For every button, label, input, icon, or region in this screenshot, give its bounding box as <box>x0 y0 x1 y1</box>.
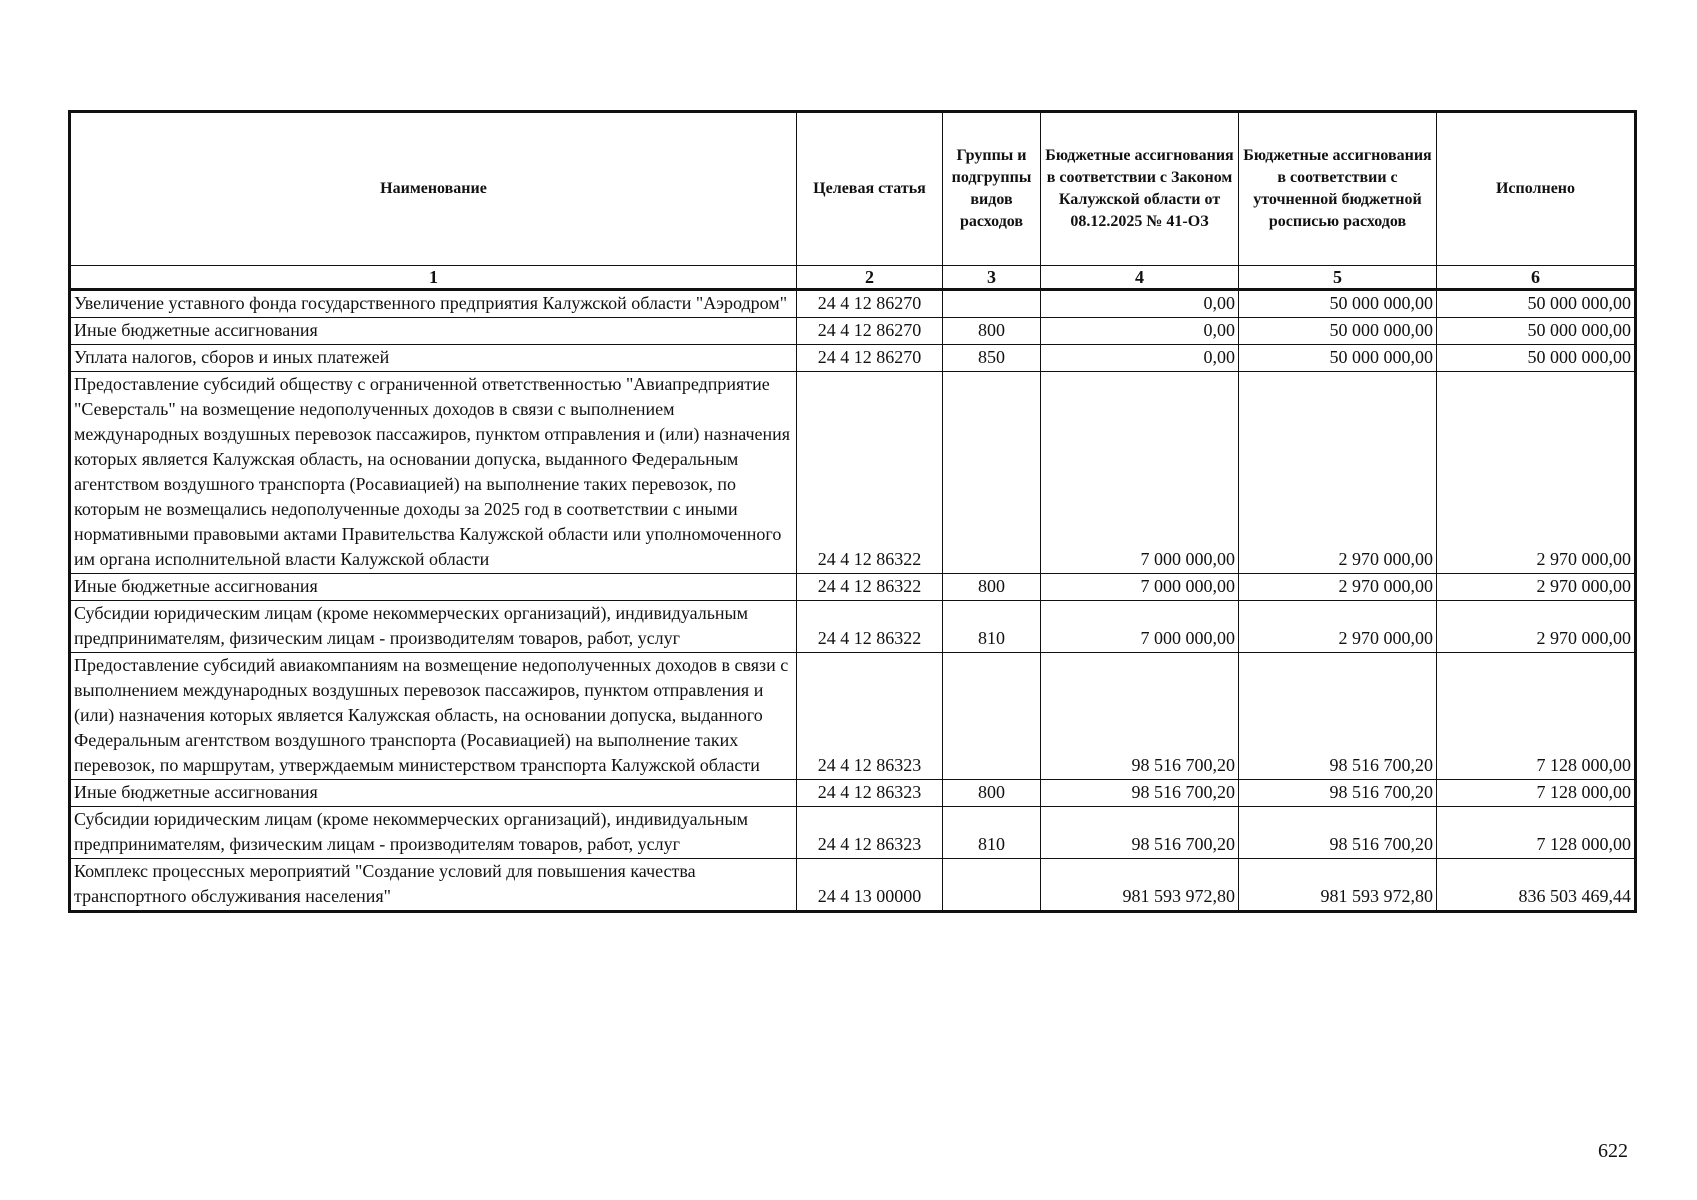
row-refined-amount-cell: 2 970 000,00 <box>1239 372 1437 574</box>
table-row <box>70 780 1636 807</box>
row-target-article-cell: 24 4 12 86322 <box>797 601 943 653</box>
row-target-article-cell: 24 4 12 86323 <box>797 807 943 859</box>
row-expense-group-cell <box>943 290 1041 318</box>
row-target-article-cell: 24 4 12 86323 <box>797 780 943 807</box>
row-expense-group-cell: 810 <box>943 807 1041 859</box>
column-number: 2 <box>797 266 943 290</box>
row-target-article-cell: 24 4 12 86322 <box>797 372 943 574</box>
row-refined-amount-cell: 50 000 000,00 <box>1239 318 1437 345</box>
row-target-article-cell: 24 4 12 86270 <box>797 318 943 345</box>
column-numbers-row <box>70 266 1636 290</box>
table-row <box>70 653 1636 780</box>
column-number: 3 <box>943 266 1041 290</box>
row-executed-amount-cell: 7 128 000,00 <box>1437 780 1636 807</box>
row-law-amount-cell: 98 516 700,20 <box>1041 780 1239 807</box>
header-executed: Исполнено <box>1437 112 1636 266</box>
header-target-article: Целевая статья <box>797 112 943 266</box>
row-law-amount-cell: 0,00 <box>1041 318 1239 345</box>
row-name-cell: Предоставление субсидий обществу с ограниченной ответственностью "Авиапредприятие "Северсталь" на возмещение недополученных доходов в связи с выполнением международных воздушных перевозок пассажиров, пунктом отправления и (или) назначения которых является Калужская область, на основании допуска, выданного Федеральным агентством воздушного транспорта (Росавиацией) на выполнение таких перевозок, по которым не возмещались недополученные доходы за 2025 год в соответствии с иными нормативными правовыми актами Правительства Калужской области или уполномоченного им органа исполнительной власти Калужской области <box>70 372 797 574</box>
row-refined-amount-cell: 981 593 972,80 <box>1239 859 1437 912</box>
row-law-amount-cell: 0,00 <box>1041 345 1239 372</box>
table-row <box>70 318 1636 345</box>
row-target-article-cell: 24 4 12 86270 <box>797 290 943 318</box>
row-name-cell: Иные бюджетные ассигнования <box>70 780 797 807</box>
table-row <box>70 574 1636 601</box>
row-executed-amount-cell: 50 000 000,00 <box>1437 290 1636 318</box>
row-name-cell: Комплекс процессных мероприятий "Создание условий для повышения качества транспортного обслуживания населения" <box>70 859 797 912</box>
row-law-amount-cell: 98 516 700,20 <box>1041 807 1239 859</box>
row-law-amount-cell: 7 000 000,00 <box>1041 574 1239 601</box>
page-number: 622 <box>1598 1140 1628 1162</box>
row-executed-amount-cell: 2 970 000,00 <box>1437 574 1636 601</box>
row-expense-group-cell: 810 <box>943 601 1041 653</box>
row-refined-amount-cell: 98 516 700,20 <box>1239 653 1437 780</box>
row-executed-amount-cell: 50 000 000,00 <box>1437 345 1636 372</box>
row-refined-amount-cell: 2 970 000,00 <box>1239 574 1437 601</box>
row-name-cell: Субсидии юридическим лицам (кроме некоммерческих организаций), индивидуальным предпринимателям, физическим лицам - производителям товаров, работ, услуг <box>70 601 797 653</box>
row-expense-group-cell: 800 <box>943 780 1041 807</box>
row-expense-group-cell <box>943 859 1041 912</box>
row-expense-group-cell <box>943 372 1041 574</box>
table-row <box>70 345 1636 372</box>
row-executed-amount-cell: 2 970 000,00 <box>1437 601 1636 653</box>
row-law-amount-cell: 7 000 000,00 <box>1041 372 1239 574</box>
row-refined-amount-cell: 98 516 700,20 <box>1239 780 1437 807</box>
header-name: Наименование <box>70 112 797 266</box>
row-law-amount-cell: 7 000 000,00 <box>1041 601 1239 653</box>
row-expense-group-cell <box>943 653 1041 780</box>
row-law-amount-cell: 981 593 972,80 <box>1041 859 1239 912</box>
row-executed-amount-cell: 7 128 000,00 <box>1437 653 1636 780</box>
row-executed-amount-cell: 50 000 000,00 <box>1437 318 1636 345</box>
row-name-cell: Уплата налогов, сборов и иных платежей <box>70 345 797 372</box>
row-name-cell: Субсидии юридическим лицам (кроме некоммерческих организаций), индивидуальным предпринимателям, физическим лицам - производителям товаров, работ, услуг <box>70 807 797 859</box>
table-row <box>70 372 1636 574</box>
row-law-amount-cell: 0,00 <box>1041 290 1239 318</box>
column-number: 6 <box>1437 266 1636 290</box>
row-target-article-cell: 24 4 12 86322 <box>797 574 943 601</box>
row-refined-amount-cell: 98 516 700,20 <box>1239 807 1437 859</box>
row-name-cell: Предоставление субсидий авиакомпаниям на возмещение недополученных доходов в связи с выполнением международных воздушных перевозок пассажиров, пунктом отправления и (или) назначения которых является Калужская область, на основании допуска, выданного Федеральным агентством воздушного транспорта (Росавиацией) на выполнение таких перевозок, по маршрутам, утверждаемым министерством транспорта Калужской области <box>70 653 797 780</box>
row-executed-amount-cell: 836 503 469,44 <box>1437 859 1636 912</box>
row-target-article-cell: 24 4 12 86270 <box>797 345 943 372</box>
row-refined-amount-cell: 50 000 000,00 <box>1239 290 1437 318</box>
header-refined-appropriations: Бюджетные ассигнования в соответствии с уточненной бюджетной росписью расходов <box>1239 112 1437 266</box>
row-name-cell: Увеличение уставного фонда государственного предприятия Калужской области "Аэродром" <box>70 290 797 318</box>
column-number: 5 <box>1239 266 1437 290</box>
row-target-article-cell: 24 4 13 00000 <box>797 859 943 912</box>
table-row <box>70 859 1636 912</box>
table-header-row <box>70 112 1636 266</box>
table-body <box>70 290 1636 912</box>
row-law-amount-cell: 98 516 700,20 <box>1041 653 1239 780</box>
row-name-cell: Иные бюджетные ассигнования <box>70 318 797 345</box>
row-name-cell: Иные бюджетные ассигнования <box>70 574 797 601</box>
row-expense-group-cell: 800 <box>943 574 1041 601</box>
budget-execution-table <box>68 110 1637 913</box>
table-row <box>70 807 1636 859</box>
row-expense-group-cell: 850 <box>943 345 1041 372</box>
row-refined-amount-cell: 2 970 000,00 <box>1239 601 1437 653</box>
row-expense-group-cell: 800 <box>943 318 1041 345</box>
row-executed-amount-cell: 2 970 000,00 <box>1437 372 1636 574</box>
table-row <box>70 601 1636 653</box>
header-law-appropriations: Бюджетные ассигнования в соответствии с Законом Калужской области от 08.12.2025 № 41-ОЗ <box>1041 112 1239 266</box>
column-number: 4 <box>1041 266 1239 290</box>
row-executed-amount-cell: 7 128 000,00 <box>1437 807 1636 859</box>
table-row <box>70 290 1636 318</box>
header-expense-groups: Группы и подгруппы видов расходов <box>943 112 1041 266</box>
row-refined-amount-cell: 50 000 000,00 <box>1239 345 1437 372</box>
column-number: 1 <box>70 266 797 290</box>
row-target-article-cell: 24 4 12 86323 <box>797 653 943 780</box>
